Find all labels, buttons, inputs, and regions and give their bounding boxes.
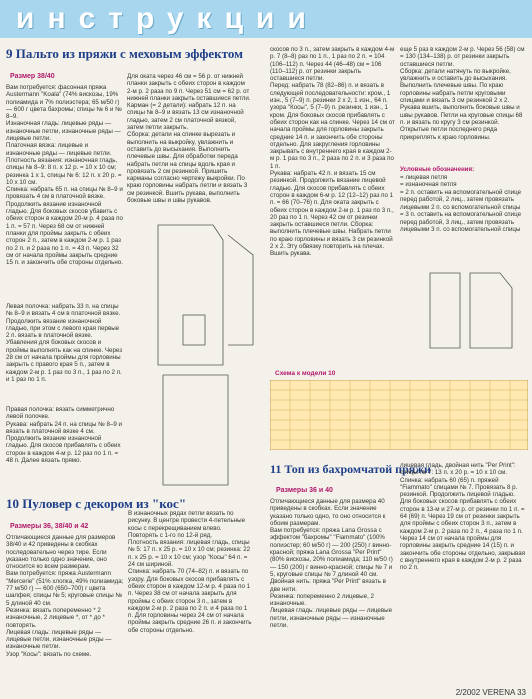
section11-sizes: Размеры 36 и 40 xyxy=(276,487,333,494)
coat-back-piece xyxy=(158,225,223,365)
legend-item-4: = 3 п. оставить на вспомогательной спице перед работой, 3 лиц., затем провязать лицевыми 3 п. со вспомогательной спицы xyxy=(400,211,522,233)
section11-title-text: Топ из бахромчатой пряжи xyxy=(284,462,431,476)
section10-middle-col: скосов по 3 п., затем закрыть в каждом 4-м р. 7 (8–8) раз по 1 п., 1 раз по 2 п. = 104 (106–112) п. Через 44 (46–48) см = 106 (110–112) р. от резинки закрыть оставшиеся петли. Перед: набрать 78 (82–86) п. и вязать в следующей последовательности: кром., 1 изн., 5 (7–9) п. резинки 2 х 2, 1 изн., 64 п. узора "Косы", 5 (7–9) п. резинки, 1 изн., 1 кром. Для боковых скосов прибавлять с обеих сторон как на спинке. Через 14 см от начала проймы для горловины закрыть средние 14 п. и закончить обе стороны отдельно. Для закругления горловины закрывать с внутреннего края в каждом 2-м р. 1 раз по 3 п., 2 раза по 2 п. и 3 раза по 1 п. Рукава: набрать 42 п. и вязать 15 см резинкой. Продолжить вязание лицевой гладью. Для скосов прибавлять с обеих сторон в каждом 6-м р. 12 (12–12) раз по 1 п. = 66 (70–76) п. Для оката закрыть с обеих сторон в каждом 2-м р. 1 раз по 3 п., 20 раз по 1 п. Через 42 см от резинки закрыть оставшиеся петли. Сборка: выполнить плечевые швы. Набрать петли по краю горловины и вязать 3 см резинкой 2 х 2. Эту обвязку повторить на плечах. Вшить рукава. xyxy=(270,46,395,258)
pullover-pattern-diagram xyxy=(400,268,528,368)
legend-item-2: = изнаночная петля xyxy=(400,181,457,188)
section9-col2: Для оката через 46 см = 56 р. от нижней планки закрыть с обеих сторон в каждом 2-м р. 2 раза по 9 п. Через 51 см = 62 р. от нижней планки закрыть оставшиеся петли. Карман (= 2 детали): набрать 12 п. на спицы № 8–9 и вязать 13 см изнаночной гладью, затем 2 см платочной вязкой, затем петли закрыть. Сборка: детали на спинке вырезать и выполнить на выкройку, увлажнить и оставить до высыхания. Выполнить плечевые швы. Для обработки переда набрать петли на спицы вдоль края и провязать 2 см резинкой. Пришить карманы согласно чертежу выкройки. По краю горловины набрать петли и вязать 3 см резинкой. Вшить рукава, выполнить боковые швы и швы рукавов. xyxy=(127,73,251,205)
section9-col1b: Левая полочка: набрать 33 п. на спицы № 8–9 и вязать 4 см в платочной вязке. Продолжить вязание изнаночной гладью, при этом с левого края первые 2 п. вязать в платочной вязке. Убавления для боковых скосов и проймы выполнять как на спинке. Через 28 см от начала проймы для горловины закрыть с правого края 5 п., затем в каждом 2-м р. 1 раз по 3 п., 1 раз по 2 п. и 1 раз по 1 п. xyxy=(6,303,123,383)
pullover-sleeve xyxy=(470,273,512,348)
legend-item-1: = лицевая петля xyxy=(400,173,448,181)
section9-col1c: Правая полочка: вязать симметрично левой полочке. Рукава: набрать 24 п. на спицы № 8–9 и вязать в платочной вязке 4 см. Продолжить вязание изнаночной гладью. Для скосов прибавлять с обеих сторон в каждом 4-м р. 12 раз по 1 п. = 48 п. Далее вязать прямо. xyxy=(6,406,122,465)
section10-col1: Отличающиеся данные для размеров 38/40 и 42 приведены в скобках последовательно через тире. Если указано только одно значение, оно относится ко всем размерам. Вам потребуется: пряжа Austermann "Mercerie" (51% хлопка, 49% полиамида; 77 м/50 г) — 600 (650–700) г цвета шалфея; спицы № 5; круговые спицы № 5 длиной 40 см. Резинка: вязать попеременно * 2 изнаночные, 2 лицевые *, от * до * повторять. Лицевая гладь: лицевые ряды — лицевые петли, изнаночные ряды — изнаночные петли. Узор "Косы": вязать по схеме. xyxy=(6,534,124,658)
page-footer: 2/2002 VERENA 33 xyxy=(455,688,526,697)
section9-title xyxy=(6,46,243,62)
section11-col1: Отличающиеся данные для размера 40 приведены в скобках. Если значение указано только одно, то оно относится к обоим размерам. Вам потребуется: пряжа Lana Grossa с эффектом "бахромы" "Fiammato" (100% полиэстер; 60 м/50 г) — 200 (250) г винно-красной; пряжа Lana Grossa "Per Print" (80% вискозы, 20% полиамида; 110 м/50 г) — 150 (200) г винно-красной; спицы № 7 и 5, круговые спицы № 7 длиной 40 см. Двойная нить: пряжа "Per Print" вязать в две нити. Резинка: попеременно 2 лицевые, 2 изнаночные. Лицевая гладь: лицевые ряды — лицевые петли, изнаночные ряды — изнаночные петли. xyxy=(270,498,393,630)
legend-item-3: = 2 п. оставить на вспомогательной спице перед работой, 2 лиц., затем провязать лицевыми 2 п. со вспомогательной спицы xyxy=(400,188,522,211)
coat-pocket xyxy=(183,315,205,345)
schema-title: Схема к модели 10 xyxy=(275,370,336,377)
cable-schema xyxy=(270,380,528,450)
coat-sleeve xyxy=(228,235,253,345)
section9-sizes: Размер 38/40 xyxy=(10,73,55,80)
legend xyxy=(400,166,526,234)
coat-pattern-diagram xyxy=(128,215,263,495)
section10-title-text: Пуловер с декором из "кос" xyxy=(22,496,187,511)
coat-front-piece xyxy=(163,375,228,485)
section10-number: 10 xyxy=(6,496,19,511)
section11-col2: лицевая гладь, двойная нить "Per Print": спицы № 7: 13 п. х 20 р. = 10 х 10 см. Спинка: набрать 60 (65) п. пряжей "Fiammato" спицами № 7. Провязать 8 р. резинкой. Продолжить лицевой гладью. Для боковых скосов прибавлять с обеих сторон в 13-м и 27-м р. от резинки по 1 п. = 64 (69) п. Через 19 см от резинки закрыть для проймы с обеих сторон 3 п., затем в каждом 2-м р. 2 раза по 2 п., 4 раза по 1 п. Через 14 см от начала проймы для горловины закрыть средние 14 (15) п. и закончить обе стороны отдельно, закрывая с внутреннего края в каждом 2-м р. 2 раза по 2 п. xyxy=(400,462,526,572)
header-title: инструкции xyxy=(16,2,319,35)
section9-col1: Вам потребуется: фасонная пряжа Austermann "Koala" (74% вискозы, 19% полиамида и 7% полиэстера; 65 м/50 г) — 600 г цвета бахромы; спицы № 6 и № 8–9. Изнаночная гладь: лицевые ряды — изнаночные петли, изнаночные ряды — лицевые петли. Платочная вязка: лицевые и изнаночные ряды — лицевые петли. Плотность вязания: изнаночная гладь, спицы № 8–9: 8 п. х 12 р. = 10 х 10 см; резинка 1 х 1, спицы № 6: 12 п. х 20 р. = 10 х 10 см. Спинка: набрать 65 п. на спицы № 8–9 и провязать 4 см в платочной вязке. Продолжить вязание изнаночной гладью. Для боковых скосов убавить с обеих сторон в каждом 20-м р. 4 раза по 1 п. = 57 п. Через 68 см от нижней планки для проймы закрыть с обеих сторон 2 п., затем в каждом 2-м р. 1 раз по 2 п. и 2 раза по 1 п. = 43 п. Через 32 см от начала проймы закрыть средние 15 п. и закончить обе стороны отдельно. xyxy=(6,84,123,267)
section10-right-col: еще 5 раз в каждом 2-м р. Через 56 (58) см = 130 (134–138) р. от резинки закрыть оставшиеся петли. Сборка: детали натянуть по выкройке, увлажнить и оставить до высыхания. Выполнить плечевые швы. По краю горловины набрать петли круговыми спицами и вязать 3 см резинкой 2 х 2. Рукава вшить, выполнить боковые швы и швы рукавов. Петли на круговые спицы 68 п. и вязать по кругу 3 см резинкой. Открытые петли последнего ряда прикреплять к краю горловины. xyxy=(400,46,525,141)
page-header xyxy=(0,0,532,38)
pullover-front xyxy=(430,273,460,348)
section11-number: 11 xyxy=(270,462,282,476)
section10-sizes: Размеры 36, 38/40 и 42 xyxy=(10,523,89,530)
section9-number: 9 xyxy=(6,46,13,61)
legend-title: Условные обозначения: xyxy=(400,166,475,173)
section9-title-text: Пальто из пряжи с меховым эффектом xyxy=(15,46,243,61)
section10-col2: В изнаночных рядах петли вязать по рисунку. В центре провести 4-петельные косы с перекрещиванием влево. Повторять с 1-го по 12-й ряд. Плотность вязания: лицевая гладь, спицы № 5: 17 п. х 25 р. = 10 х 10 см; резинка: 22 п. х 25 р. = 10 х 10 см; узор "Косы" 64 п. = 24 см шириной. Спинка: набрать 70 (74–82) п. и вязать по узору. Для боковых скосов прибавлять с обеих сторон в каждом 12-м р. 4 раза по 1 п. Через 38 см от начала закрыть для проймы с обеих сторон 3 п., затем в каждом 2-м р. 2 раза по 2 п. и 4 раза по 1 п. Для горловины через 24 см от начала проймы закрыть средние 26 п. и закончить обе стороны отдельно. xyxy=(128,510,252,634)
